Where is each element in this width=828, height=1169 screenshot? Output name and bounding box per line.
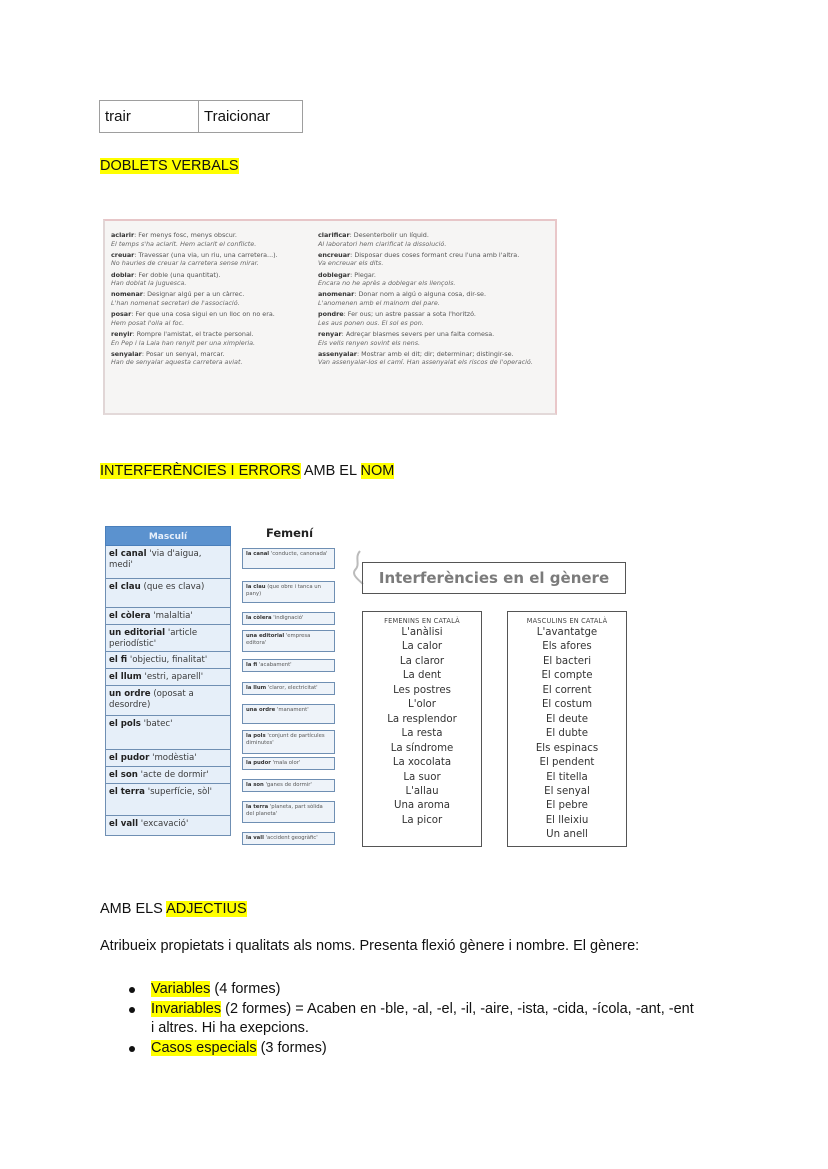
feminine-term: la vall: [246, 835, 264, 841]
masculine-cell: [105, 716, 231, 750]
word-item: La suor: [403, 771, 441, 783]
masculine-gloss: 'excavació': [138, 819, 189, 829]
masculine-cell: [105, 608, 231, 625]
list-item: [151, 1039, 751, 1059]
feminine-cell: [242, 630, 335, 652]
table-cell: Traicionar: [199, 101, 303, 133]
word-item: El lleixiu: [545, 814, 589, 826]
word-item: El pendent: [539, 757, 595, 769]
word-item: Els afores: [542, 641, 592, 653]
word-item: El senyal: [544, 785, 590, 797]
word-item: El deute: [546, 713, 588, 725]
verb-definition: : Fer ous; un astre passar a sota l'horitzó.: [343, 310, 476, 319]
verb-definition: : Disposar dues coses formant creu l'una amb l'altra.: [350, 250, 520, 259]
feminine-cell: [242, 730, 335, 754]
verb-entry: [111, 310, 319, 327]
heading-text: AMB ELS: [100, 901, 167, 917]
verb-definition: : Donar nom a algú o alguna cosa, dir-se.: [354, 290, 487, 299]
masculine-gloss: 'malaltia': [150, 611, 193, 621]
feminine-cell: [242, 581, 335, 603]
verb-entry: [318, 271, 552, 288]
masculine-term: el clau: [109, 582, 141, 592]
verb-entry: [111, 290, 319, 307]
word-item: La picor: [401, 814, 443, 826]
heading-text: AMB EL: [300, 463, 361, 479]
adjectius-intro: Atribueix propietats i qualitats als noms. Presenta flexió gènere i nombre. El gènere:: [100, 938, 640, 954]
masculine-term: el vall: [109, 819, 139, 829]
feminine-term: la pols: [246, 733, 266, 739]
word-item: El corrent: [542, 684, 592, 696]
verb-term: nomenar: [111, 290, 143, 299]
feminine-term: una ordre: [246, 707, 276, 713]
interferencies-title: Interferències en el gènere: [362, 562, 626, 594]
masculine-cell: [105, 579, 231, 608]
adjectius-bullet-list: [151, 980, 751, 1058]
verb-term: encreuar: [318, 250, 351, 259]
masculine-term: el llum: [109, 672, 142, 682]
word-item: La dent: [402, 670, 442, 682]
verb-definition: : Plegar.: [350, 270, 376, 279]
verb-entry: [111, 330, 319, 347]
word-item: El titella: [546, 771, 588, 783]
feminine-term: la son: [246, 782, 264, 788]
word-item: La claror: [399, 655, 445, 667]
doblets-verbals-image: [103, 219, 557, 415]
verb-term: assenyalar: [318, 349, 357, 358]
word-item: El dubte: [545, 728, 589, 740]
femenins-box: [362, 611, 482, 847]
translation-table: [99, 100, 303, 133]
doblets-right-column: [318, 231, 552, 369]
highlighted-text: DOBLETS VERBALS: [100, 158, 239, 174]
verb-term: senyalar: [111, 349, 142, 358]
bullet-icon: [129, 1007, 135, 1013]
masculine-cell: [105, 784, 231, 816]
feminine-gloss: 'manament': [275, 707, 309, 713]
masculine-gloss: 'batec': [140, 719, 173, 729]
feminine-term: una editorial: [246, 633, 285, 639]
verb-definition: : Fer menys fosc, menys obscur.: [134, 231, 237, 239]
table-row: [100, 101, 303, 133]
feminine-term: la terra: [246, 804, 269, 810]
word-item: L'allau: [405, 785, 439, 797]
feminine-gloss: 'ganes de dormir': [263, 782, 312, 788]
masculine-gloss: (oposat a desordre): [109, 689, 194, 710]
section-heading-adjectius: [100, 900, 247, 918]
masculine-gloss: 'modèstia': [149, 753, 197, 763]
verb-entry: [111, 271, 319, 288]
masculine-cell: [105, 669, 231, 686]
highlighted-text: Variables: [151, 981, 211, 997]
feminine-gloss: 'planeta, part sòlida del planeta': [246, 804, 323, 817]
list-item-text-continued: i altres. Hi ha exepcions.: [151, 1020, 309, 1036]
masculine-cell: [105, 686, 231, 716]
verb-term: renyar: [318, 329, 342, 338]
word-item: El costum: [541, 699, 593, 711]
word-item: El pebre: [546, 800, 588, 812]
femenins-word-list: [363, 626, 481, 828]
verb-entry: [111, 251, 319, 268]
feminine-cell: [242, 659, 335, 672]
masculine-term: el canal: [109, 549, 147, 559]
verb-definition: : Rompre l'amistat, el tracte personal.: [132, 329, 254, 338]
masculins-caption: MASCULINS EN CATALÀ: [526, 617, 608, 625]
feminine-term: la llum: [246, 685, 267, 691]
masculine-cell: [105, 767, 231, 784]
verb-example: Al laboratori hem clarificat la dissolució.: [318, 239, 447, 248]
feminine-term: la clau: [246, 584, 266, 590]
section-heading-doblets: [100, 157, 239, 175]
verb-definition: : Designar algú per a un càrrec.: [142, 290, 245, 299]
masculine-term: el pols: [109, 719, 141, 729]
verb-term: pondre: [318, 310, 344, 319]
feminine-term: la canal: [246, 551, 270, 557]
masculins-box: [507, 611, 627, 847]
masculine-gloss: 'article periodístic': [109, 628, 198, 649]
list-item-text: (2 formes) = Acaben en -ble, -al, -el, -il, -aire, -ista, -cida, -ícola, -ant, -ent: [221, 1000, 694, 1017]
masculine-term: el fi: [109, 655, 128, 665]
feminine-cell: [242, 612, 335, 625]
feminine-cell: [242, 801, 335, 823]
word-item: La xocolata: [392, 757, 452, 769]
feminine-gloss: 'conjunt de partícules diminutes': [246, 733, 325, 746]
word-item: L'avantatge: [536, 627, 598, 638]
verb-example: En Pep i la Laia han renyit per una ximpleria.: [111, 338, 256, 347]
verb-entry: [318, 231, 552, 248]
verb-example: El temps s'ha aclarit. Hem aclarit el conflicte.: [111, 239, 257, 248]
word-item: Les postres: [393, 684, 451, 696]
masculine-gloss: 'superfície, sòl': [144, 787, 213, 797]
verb-definition: : Fer que una cosa sigui en un lloc on no era.: [131, 310, 275, 319]
word-item: La resta: [401, 728, 443, 740]
verb-term: doblegar: [318, 270, 351, 279]
list-item: [151, 980, 751, 1000]
feminine-header: Femení: [265, 526, 314, 540]
feminine-term: la còlera: [246, 615, 272, 621]
masculine-gloss: 'via d'aigua, medi': [109, 549, 202, 570]
bullet-icon: [129, 1046, 135, 1052]
verb-definition: : Mostrar amb el dit; dir; determinar; distingir-se.: [356, 349, 514, 358]
word-item: L'anàlisi: [401, 627, 443, 638]
feminine-gloss: 'conducte, canonada': [269, 551, 328, 557]
verb-example: Van assenyalar-los el camí. Han assenyalat els riscos de l'operació.: [318, 358, 533, 367]
verb-term: posar: [111, 310, 132, 319]
word-item: L'olor: [408, 699, 436, 711]
word-item: La resplendor: [387, 713, 457, 725]
feminine-gloss: 'empresa editora': [246, 633, 311, 646]
masculine-cell: [105, 652, 231, 669]
verb-example: Han doblat la juguesca.: [111, 279, 187, 288]
feminine-cell: [242, 682, 335, 695]
verb-entry: [111, 231, 319, 248]
word-item: Una aroma: [393, 800, 450, 812]
masculine-term: el terra: [109, 787, 145, 797]
table-cell: trair: [100, 101, 199, 133]
verb-entry: [318, 310, 552, 327]
feminine-gloss: (que obre i tanca un pany): [246, 584, 321, 597]
masculine-gloss: 'objectiu, finalitat': [127, 655, 208, 665]
doblets-left-column: [111, 231, 319, 369]
masculine-gloss: 'estri, aparell': [141, 672, 204, 682]
verb-term: clarificar: [318, 231, 350, 239]
verb-entry: [318, 290, 552, 307]
feminine-cell: [242, 548, 335, 569]
masculine-term: un editorial: [109, 628, 166, 638]
masculine-cell: [105, 750, 231, 767]
masculine-term: un ordre: [109, 689, 151, 699]
masculine-cell: [105, 546, 231, 579]
verb-definition: : Desenterbolir un líquid.: [349, 231, 429, 239]
highlighted-text: NOM: [360, 463, 395, 479]
verb-entry: [318, 350, 552, 367]
verb-example: Les aus ponen ous. El sol es pon.: [318, 318, 424, 327]
masculine-cell: [105, 816, 231, 836]
word-item: El compte: [541, 670, 593, 682]
section-heading-nom: [100, 462, 394, 480]
feminine-cell: [242, 779, 335, 792]
verb-example: L'anomenen amb el malnom del pare.: [318, 298, 440, 307]
feminine-term: la pudor: [246, 760, 271, 766]
highlighted-text: Casos especials: [151, 1039, 257, 1056]
verb-definition: : Travessar (una via, un riu, una carretera...).: [134, 250, 278, 259]
list-item: [151, 1000, 751, 1039]
verb-term: anomenar: [318, 290, 355, 299]
feminine-gloss: 'accident geogràfic': [263, 835, 318, 841]
verb-definition: : Adreçar blasmes severs per una falta comesa.: [341, 329, 495, 338]
verb-example: Han de senyalar aquesta carretera aviat.: [111, 358, 243, 367]
highlighted-text: Invariables: [151, 1000, 222, 1017]
masculine-cell: [105, 625, 231, 652]
feminine-gloss: 'indignació': [271, 615, 304, 621]
feminine-gloss: 'acabament': [257, 662, 292, 668]
verb-definition: : Posar un senyal, marcar.: [141, 349, 225, 358]
word-item: El bacteri: [542, 655, 592, 667]
feminine-cell: [242, 704, 335, 724]
verb-example: No hauries de creuar la carretera sense mirar.: [111, 259, 259, 268]
verb-example: L'han nomenat secretari de l'associació.: [111, 298, 240, 307]
masculine-term: el son: [109, 770, 138, 780]
bullet-icon: [129, 987, 135, 993]
verb-term: creuar: [111, 250, 135, 259]
masculine-term: el pudor: [109, 753, 150, 763]
word-item: Els espinacs: [535, 742, 599, 754]
verb-example: Encara no he après a doblegar els llençols.: [318, 279, 456, 288]
verb-example: Els vells renyen sovint els nens.: [318, 338, 421, 347]
verb-entry: [111, 350, 319, 367]
masculine-term: el còlera: [109, 611, 151, 621]
femenins-caption: FEMENINS EN CATALÀ: [384, 617, 460, 625]
masculins-word-list: [508, 626, 626, 843]
highlighted-text: INTERFERÈNCIES I ERRORS: [100, 463, 301, 479]
verb-entry: [318, 330, 552, 347]
verb-example: Va encreuar els dits.: [318, 259, 384, 268]
verb-entry: [318, 251, 552, 268]
feminine-gloss: 'claror, electricitat': [266, 685, 318, 691]
feminine-gloss: 'mala olor': [270, 760, 301, 766]
masculine-header: Masculí: [105, 526, 231, 546]
verb-definition: : Fer doble (una quantitat).: [134, 270, 221, 279]
verb-term: aclarir: [111, 231, 135, 239]
list-item-text: (3 formes): [256, 1039, 327, 1056]
feminine-term: la fi: [246, 662, 258, 668]
feminine-cell: [242, 832, 335, 845]
word-item: Un anell: [546, 829, 588, 841]
word-item: La síndrome: [390, 742, 454, 754]
feminine-cell: [242, 757, 335, 770]
verb-term: renyir: [111, 329, 133, 338]
list-item-text: (4 formes): [210, 981, 281, 997]
masculine-gloss: (que es clava): [140, 582, 205, 592]
verb-term: doblar: [111, 270, 135, 279]
word-item: La calor: [401, 641, 443, 653]
verb-example: Hem posat l'olla al foc.: [111, 318, 185, 327]
masculine-gloss: 'acte de dormir': [137, 770, 209, 780]
highlighted-text: ADJECTIUS: [166, 901, 247, 917]
masculine-column: [105, 526, 231, 836]
